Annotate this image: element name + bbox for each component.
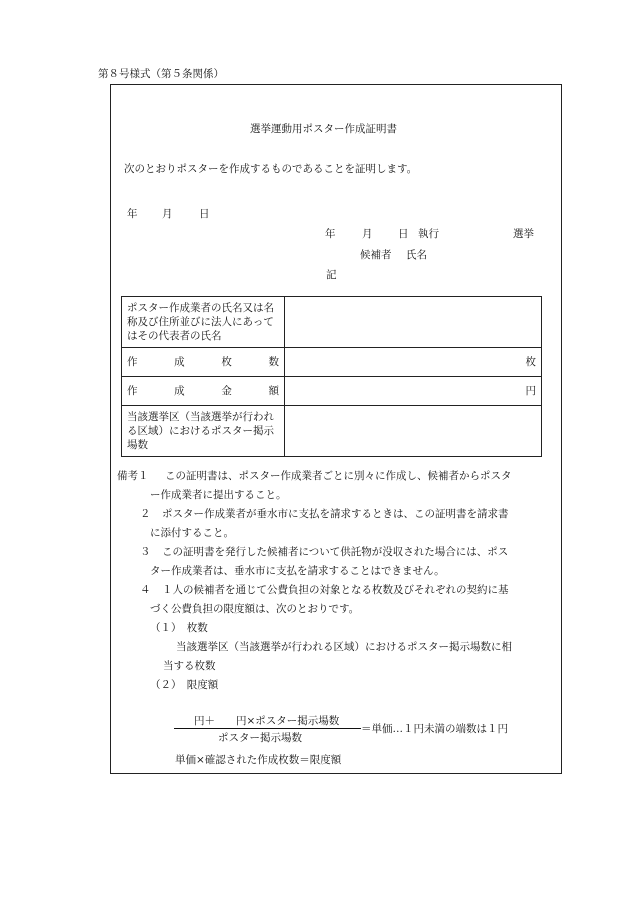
election-day: 日 bbox=[398, 228, 409, 240]
election-held: 執行 bbox=[418, 228, 439, 240]
amount-label: 作成金額 bbox=[122, 377, 285, 406]
note2-number: ２ bbox=[140, 508, 151, 520]
table-row bbox=[122, 406, 542, 457]
note2-line1: ポスター作成業者が垂水市に支払を請求するときは、この証明書を請求書 bbox=[162, 508, 509, 520]
candidate-label: 候補者 bbox=[360, 249, 392, 261]
election-month: 月 bbox=[362, 228, 373, 240]
formula-result: ＝単価…１円未満の端数は１円 bbox=[361, 723, 508, 735]
table-row bbox=[122, 297, 542, 348]
certificate-table bbox=[121, 296, 542, 457]
candidate-name-label: 氏名 bbox=[406, 249, 427, 261]
note4-line2: づく公費負担の限度額は、次のとおりです。 bbox=[150, 603, 360, 615]
form-number: 第８号様式（第５条関係） bbox=[98, 68, 224, 80]
note3-line1: この証明書を発行した候補者について供託物が没収された場合には、ポス bbox=[162, 546, 509, 558]
sub1-line2: 当する枚数 bbox=[163, 660, 216, 672]
certification-statement: 次のとおりポスターを作成するものであることを証明します。 bbox=[124, 163, 418, 175]
contractor-label: ポスター作成業者の氏名又は名称及び住所並びに法人にあってはその代表者の氏名 bbox=[122, 297, 285, 348]
table-row bbox=[122, 348, 542, 377]
document-title: 選挙運動用ポスター作成証明書 bbox=[250, 123, 397, 135]
note3-line2: ター作成業者は、垂水市に支払を請求することはできません。 bbox=[150, 565, 445, 577]
note3-number: ３ bbox=[140, 546, 151, 558]
sub2-label: （２） 限度額 bbox=[150, 679, 219, 691]
election-year: 年 bbox=[325, 228, 336, 240]
amount-unit: 円 bbox=[285, 377, 542, 406]
formula-numerator: 円＋ 円×ポスター掲示場数 bbox=[194, 715, 340, 727]
date-day: 日 bbox=[199, 208, 210, 220]
fraction-bar bbox=[174, 728, 361, 729]
ki-heading: 記 bbox=[326, 269, 337, 281]
count-unit: 枚 bbox=[285, 348, 542, 377]
formula-final: 単価×確認された作成枚数＝限度額 bbox=[175, 754, 342, 766]
sub1-label: （１） 枚数 bbox=[150, 622, 208, 634]
note1-line2: ー作成業者に提出すること。 bbox=[150, 489, 287, 501]
poster-sites-label: 当該選挙区（当該選挙が行われる区域）におけるポスター掲示場数 bbox=[122, 406, 285, 457]
notes-header: 備考１ bbox=[117, 470, 149, 482]
count-label: 作成枚数 bbox=[122, 348, 285, 377]
note2-line2: に添付すること。 bbox=[150, 527, 234, 539]
note4-line1: １人の候補者を通じて公費負担の対象となる枚数及びそれぞれの契約に基 bbox=[162, 584, 509, 596]
table-row bbox=[122, 377, 542, 406]
note4-number: ４ bbox=[140, 584, 151, 596]
contractor-value bbox=[285, 297, 542, 348]
election-suffix: 選挙 bbox=[513, 228, 534, 240]
note1-line1: この証明書は、ポスター作成業者ごとに別々に作成し、候補者からポスタ bbox=[165, 470, 512, 482]
date-year: 年 bbox=[127, 208, 138, 220]
sub1-line1: 当該選挙区（当該選挙が行われる区域）におけるポスター掲示場数に相 bbox=[176, 641, 512, 653]
date-month: 月 bbox=[162, 208, 173, 220]
poster-sites-value bbox=[285, 406, 542, 457]
formula-denominator: ポスター掲示場数 bbox=[218, 732, 302, 744]
